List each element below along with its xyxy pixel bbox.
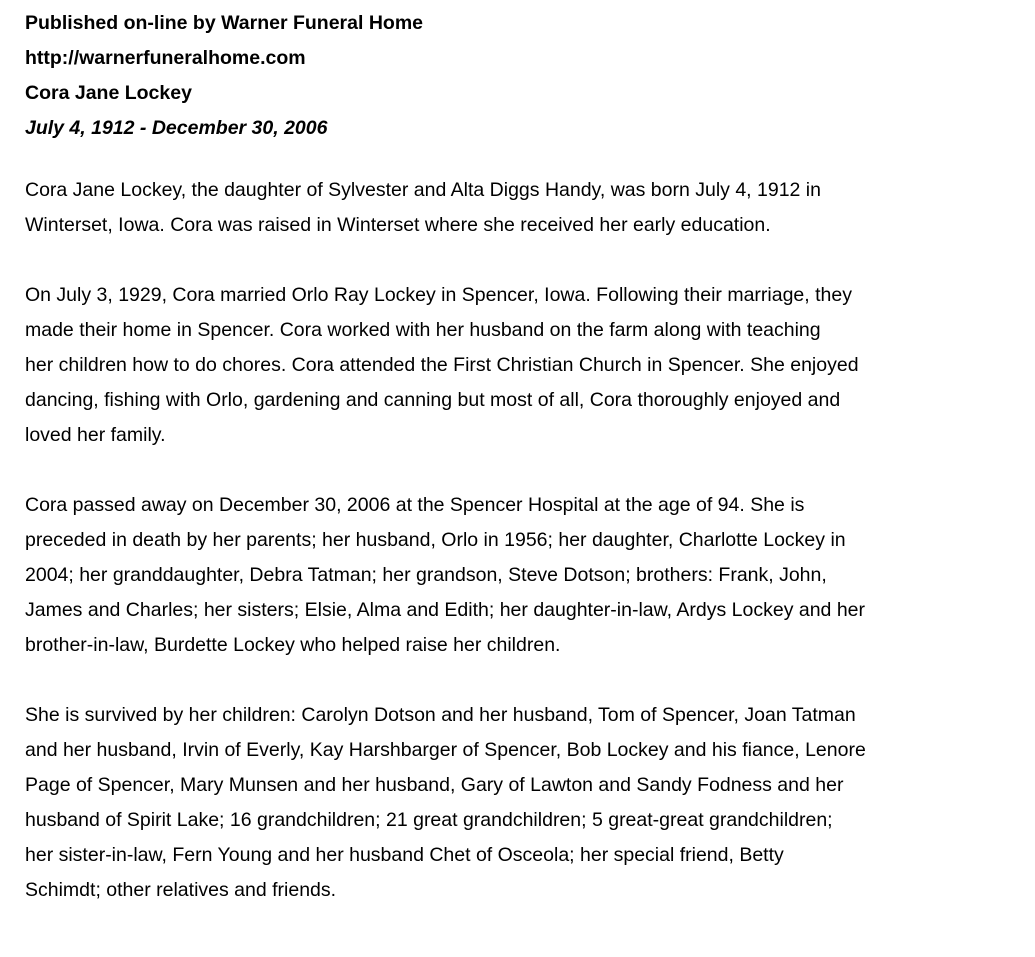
text-line: made their home in Spencer. Cora worked with her husband on the farm along with teaching [25, 319, 821, 341]
text-line: husband of Spirit Lake; 16 grandchildren; 21 great grandchildren; 5 great-great grandchildren; [25, 809, 833, 831]
text-line: Winterset, Iowa. Cora was raised in Winterset where she received her early education. [25, 214, 771, 236]
paragraph-marriage [25, 278, 1010, 453]
text-line: dancing, fishing with Orlo, gardening and canning but most of all, Cora thoroughly enjoyed and [25, 389, 841, 411]
text-line: her sister-in-law, Fern Young and her husband Chet of Osceola; her special friend, Betty [25, 844, 784, 866]
text-line: She is survived by her children: Carolyn Dotson and her husband, Tom of Spencer, Joan Tatman [25, 704, 856, 726]
paragraph-passing [25, 488, 1010, 663]
text-line: 2004; her granddaughter, Debra Tatman; her grandson, Steve Dotson; brothers: Frank, John, [25, 564, 827, 586]
paragraph-birth [25, 173, 1010, 243]
text-line: brother-in-law, Burdette Lockey who helped raise her children. [25, 634, 561, 656]
text-line: and her husband, Irvin of Everly, Kay Harshbarger of Spencer, Bob Lockey and his fiance, Lenore [25, 739, 866, 761]
deceased-name: Cora Jane Lockey [25, 82, 192, 104]
text-line: Cora passed away on December 30, 2006 at the Spencer Hospital at the age of 94. She is [25, 494, 805, 516]
life-dates: July 4, 1912 - December 30, 2006 [25, 117, 328, 139]
document-page [25, 6, 1010, 908]
text-line: Cora Jane Lockey, the daughter of Sylvester and Alta Diggs Handy, was born July 4, 1912 in [25, 179, 821, 201]
text-line: Schimdt; other relatives and friends. [25, 879, 337, 901]
text-line: Page of Spencer, Mary Munsen and her husband, Gary of Lawton and Sandy Fodness and her [25, 774, 844, 796]
website-url: http://warnerfuneralhome.com [25, 47, 306, 69]
text-line: preceded in death by her parents; her husband, Orlo in 1956; her daughter, Charlotte Lockey in [25, 529, 846, 551]
text-line: loved her family. [25, 424, 166, 446]
text-line: James and Charles; her sisters; Elsie, Alma and Edith; her daughter-in-law, Ardys Lockey and her [25, 599, 866, 621]
publisher-line: Published on-line by Warner Funeral Home [25, 12, 423, 34]
text-line: On July 3, 1929, Cora married Orlo Ray Lockey in Spencer, Iowa. Following their marriage, they [25, 284, 852, 306]
text-line: her children how to do chores. Cora attended the First Christian Church in Spencer. She enjoyed [25, 354, 859, 376]
paragraph-survivors [25, 698, 1010, 908]
